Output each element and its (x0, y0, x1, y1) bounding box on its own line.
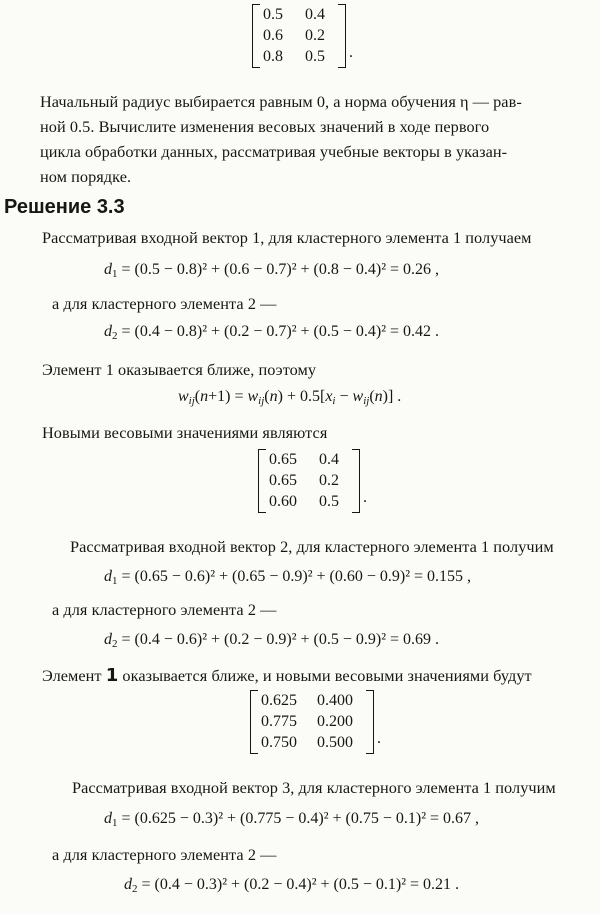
step3-d1-formula: $d_1 = (0.625 - 0.3)^2 + (0.775 - 0.4)^2 + (0.75 - 0.1)^2 = 0.67$ , (104, 810, 480, 829)
intro-line-2: ной 0.5. Вычислите изменения весовых значений в ходе первого (40, 117, 490, 136)
matrix-cell: 0.2 (319, 472, 339, 489)
step1-text-4: Новыми весовыми значениями являются (42, 423, 328, 442)
step1-d2-expression: = (0.4 − 0.8)² + (0.2 − 0.7)² + (0.5 − 0.4)² = 0.42 . (121, 323, 440, 340)
weight-update-rule: $w_{ij}(n+1) = w_{ij}(n) + 0.5[x_i - w_{ij}(n)]$ . (178, 388, 402, 407)
step1-text-2: а для кластерного элемента 2 — (52, 294, 277, 313)
step3-d2-expression: = (0.4 − 0.3)² + (0.2 − 0.4)² + (0.5 − 0.1)² = 0.21 . (141, 876, 460, 893)
step1-text-1: Рассматривая входной вектор 1, для кластерного элемента 1 получаем (42, 228, 532, 247)
step1-weight-matrix: 0.65 0.4 0.65 0.2 0.60 0.5 . (258, 449, 367, 513)
step1-text-3: Элемент 1 оказывается ближе, поэтому (42, 360, 317, 379)
matrix-cell: 0.750 (261, 734, 297, 751)
matrix-cell: 0.6 (263, 27, 283, 44)
matrix-cell: 0.4 (305, 6, 325, 23)
matrix-cell: 0.5 (305, 48, 325, 65)
step3-d2-formula: $d_2 = (0.4 - 0.3)^2 + (0.2 - 0.4)^2 + (0.5 - 0.1)^2 = 0.21$ . (124, 876, 460, 895)
matrix-cell: 0.200 (317, 713, 353, 730)
intro-line-3: цикла обработки данных, рассматривая учебные векторы в указан- (40, 142, 508, 161)
step2-text-3a: Элемент (42, 666, 106, 685)
step1-d1-expression: = (0.5 − 0.8)² + (0.6 − 0.7)² + (0.8 − 0.4)² = 0.26 , (121, 261, 440, 278)
matrix-cell: 0.4 (319, 451, 339, 468)
matrix-cell: 0.65 (269, 472, 297, 489)
step2-text-2: а для кластерного элемента 2 — (52, 600, 277, 619)
matrix-cell: 0.625 (261, 692, 297, 709)
step2-d2-expression: = (0.4 − 0.6)² + (0.2 − 0.9)² + (0.5 − 0.9)² = 0.69 . (121, 631, 440, 648)
matrix-cell: 0.5 (263, 6, 283, 23)
matrix-cell: 0.65 (269, 451, 297, 468)
matrix-cell: 0.60 (269, 493, 297, 510)
step2-d1-formula: $d_1 = (0.65 - 0.6)^2 + (0.65 - 0.9)^2 + (0.60 - 0.9)^2 = 0.155$ , (104, 568, 472, 587)
step2-element-number: 1 (105, 665, 119, 686)
step2-d1-expression: = (0.65 − 0.6)² + (0.65 − 0.9)² + (0.60 − 0.9)² = 0.155 , (121, 568, 472, 585)
step2-weight-matrix: 0.625 0.400 0.775 0.200 0.750 0.500 . (250, 690, 381, 754)
initial-weight-matrix: 0.5 0.4 0.6 0.2 0.8 0.5 . (252, 4, 353, 68)
step1-d1-formula: $d_1 = (0.5 - 0.8)^2 + (0.6 - 0.7)^2 + (0.8 - 0.4)^2 = 0.26$ , (104, 261, 440, 280)
matrix-cell: 0.2 (305, 27, 325, 44)
matrix-cell: 0.5 (319, 493, 339, 510)
solution-heading: Решение 3.3 (4, 196, 125, 218)
matrix-cell: 0.500 (317, 734, 353, 751)
intro-line-1: Начальный радиус выбирается равным 0, а норма обучения η — рав- (40, 92, 522, 111)
step2-text-3 (42, 665, 532, 686)
step2-text-3b: оказывается ближе, и новыми весовыми значениями будут (118, 666, 532, 685)
step1-d2-formula: $d_2 = (0.4 - 0.8)^2 + (0.2 - 0.7)^2 + (0.5 - 0.4)^2 = 0.42$ . (104, 323, 440, 342)
step3-d1-expression: = (0.625 − 0.3)² + (0.775 − 0.4)² + (0.75 − 0.1)² = 0.67 , (121, 810, 480, 827)
step3-text-2: а для кластерного элемента 2 — (52, 845, 277, 864)
step2-text-1: Рассматривая входной вектор 2, для кластерного элемента 1 получим (70, 537, 554, 556)
step2-d2-formula: $d_2 = (0.4 - 0.6)^2 + (0.2 - 0.9)^2 + (0.5 - 0.9)^2 = 0.69$ . (104, 631, 440, 650)
matrix-cell: 0.8 (263, 48, 283, 65)
matrix-cell: 0.775 (261, 713, 297, 730)
step3-text-1: Рассматривая входной вектор 3, для кластерного элемента 1 получим (72, 778, 556, 797)
intro-line-4: ном порядке. (40, 167, 132, 186)
matrix-cell: 0.400 (317, 692, 353, 709)
